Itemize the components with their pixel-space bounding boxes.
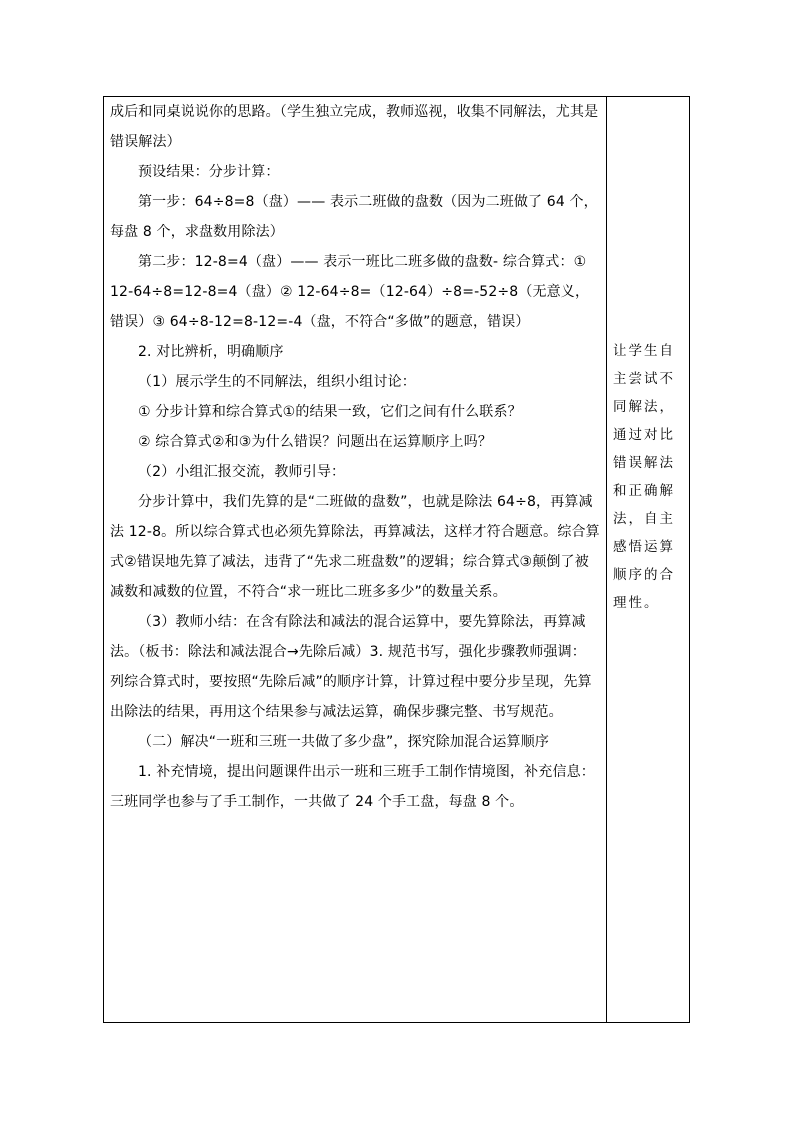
intent-line: 理性。 [613,595,660,611]
paragraph-11: （3）教师小结：在含有除法和减法的混合运算中，要先算除法，再算减法。（板书：除法和减法混合→先除后减）3. 规范书写，强化步骤教师强调：列综合算式时，要按照“先除后减”的顺序计算，计算过程中要分步呈现，先算出除法的结果，再用这个结果参与减法运算，确保步骤完整、书写规范。 [110,614,592,720]
paragraph-9: （2）小组汇报交流，教师引导： [138,464,346,480]
paragraph-10: 分步计算中，我们先算的是“二班做的盘数”，也就是除法 64÷8，再算减法 12-8。所以综合算式也必须先算除法，再算减法，这样才符合题意。综合算式②错误地先算了减法，违背了“先求二班盘数”的逻辑；综合算式③颠倒了被减数和减数的位置，不符合“求一班比二班多多少”的数量关系。 [110,494,600,600]
column-divider [606,97,607,1022]
intent-line: 主尝试不 [613,371,675,387]
paragraph-6: （1）展示学生的不同解法，组织小组讨论： [138,374,416,390]
paragraph-13: 1. 补充情境，提出问题课件出示一班和三班手工制作情境图，补充信息：三班同学也参与了手工制作，一共做了 24 个手工盘，每盘 8 个。 [110,764,595,810]
intent-line: 让学生自 [613,343,675,359]
paragraph-8: ② 综合算式②和③为什么错误？问题出在运算顺序上吗？ [138,434,493,450]
intent-line: 错误解法 [613,455,675,471]
intent-line: 同解法， [613,399,675,415]
intent-line: 感悟运算 [613,539,675,555]
paragraph-3: 第一步：64÷8=8（盘）—— 表示二班做的盘数（因为二班做了 64 个，每盘 8 个，求盘数用除法） [110,194,598,240]
design-intent-cell [613,337,685,617]
intent-line: 通过对比 [613,427,675,443]
intent-line: 顺序的合 [613,567,675,583]
paragraph-5: 2. 对比辨析，明确顺序 [138,344,284,360]
intent-line: 法，自主 [613,511,675,527]
paragraph-1: 成后和同桌说说你的思路。（学生独立完成，教师巡视，收集不同解法，尤其是错误解法） [110,104,599,150]
teaching-process-cell [110,97,600,817]
paragraph-7: ① 分步计算和综合算式①的结果一致，它们之间有什么联系？ [138,404,522,420]
paragraph-2: 预设结果：分步计算： [138,164,280,180]
paragraph-4: 第二步：12-8=4（盘）—— 表示一班比二班多做的盘数- 综合算式：① 12-64÷8=12-8=4（盘）② 12-64÷8=（12-64）÷8=-52÷8（无意义，错误）③ 64÷8-12=8-12=-4（盘，不符合“多做”的题意，错误） [110,254,590,330]
lesson-plan-table [103,96,690,1023]
intent-line: 和正确解 [613,483,675,499]
paragraph-12: （二）解决“一班和三班一共做了多少盘”，探究除加混合运算顺序 [138,734,550,750]
